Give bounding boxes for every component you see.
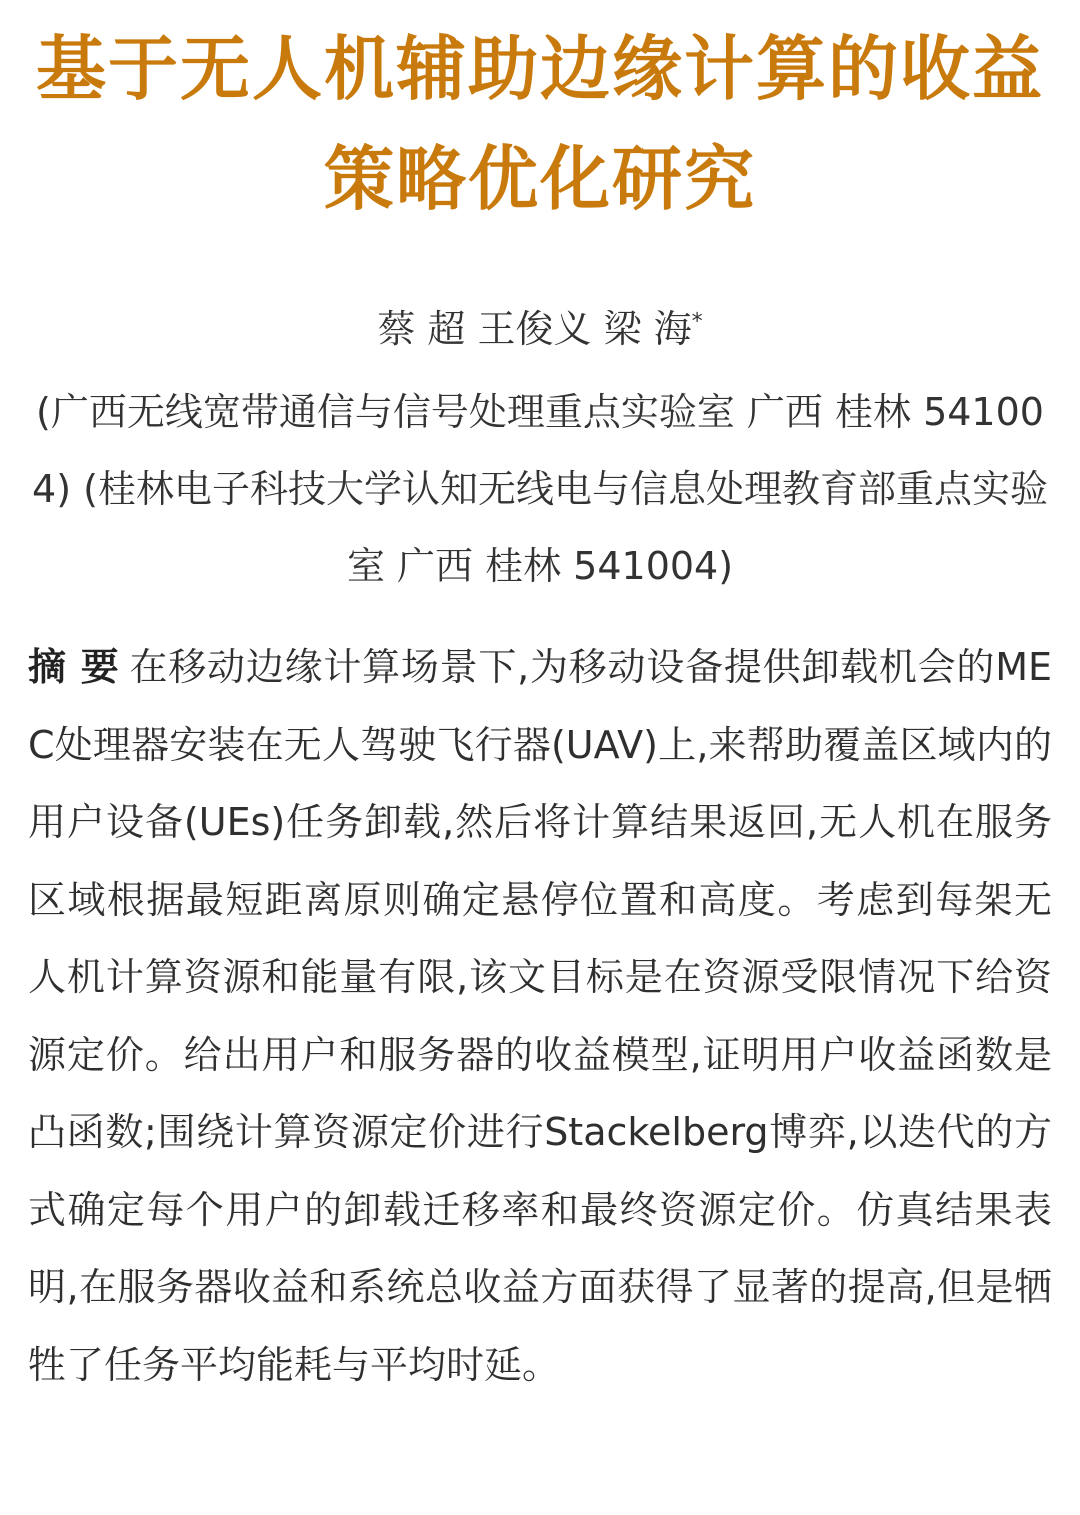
- abstract-label: 摘 要: [28, 645, 120, 689]
- author-list: [28, 304, 1052, 354]
- abstract-text: 在移动边缘计算场景下,为移动设备提供卸载机会的MEC处理器安装在无人驾驶飞行器(UAV)上,来帮助覆盖区域内的用户设备(UEs)任务卸载,然后将计算结果返回,无人机在服务区域根据最短距离原则确定悬停位置和高度。考虑到每架无人机计算资源和能量有限,该文目标是在资源受限情况下给资源定价。给出用户和服务器的收益模型,证明用户收益函数是凸函数;围绕计算资源定价进行Stackelberg博弈,以迭代的方式确定每个用户的卸载迁移率和最终资源定价。仿真结果表明,在服务器收益和系统总收益方面获得了显著的提高,但是牺牲了任务平均能耗与平均时延。: [28, 645, 1052, 1387]
- affiliation: (广西无线宽带通信与信号处理重点实验室 广西 桂林 541004) (桂林电子科技大学认知无线电与信息处理教育部重点实验室 广西 桂林 541004): [32, 390, 1048, 588]
- abstract: [28, 629, 1052, 1404]
- corresponding-author-mark: *: [691, 309, 703, 335]
- author-names: 蔡 超 王俊义 梁 海: [377, 307, 692, 351]
- paper-title: 基于无人机辅助边缘计算的收益策略优化研究: [36, 28, 1044, 220]
